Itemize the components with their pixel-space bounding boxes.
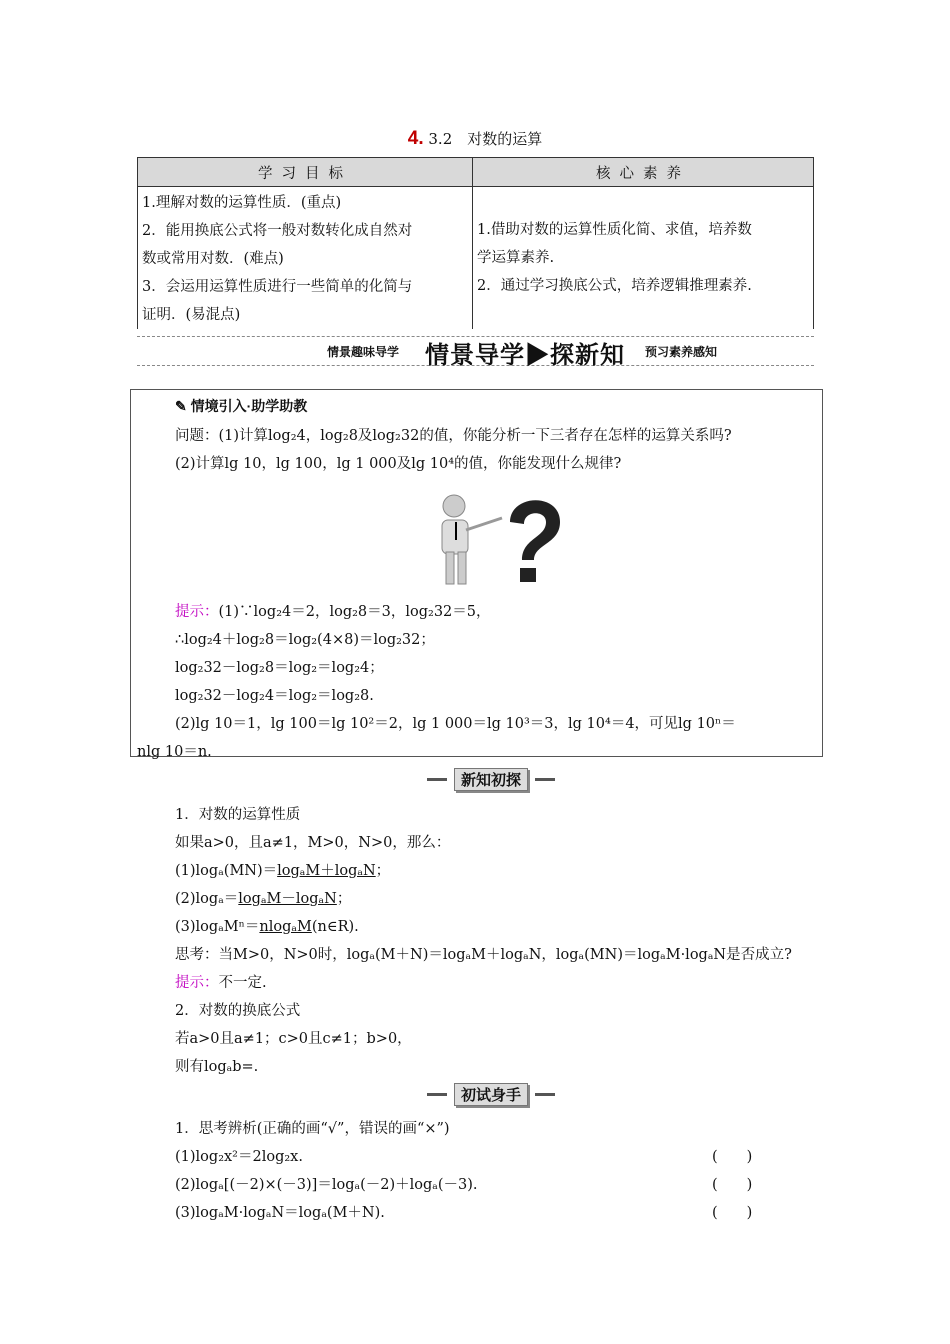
section-banner [137,336,814,369]
banner-right: 预习素养感知 [645,345,718,359]
intro-heading: ✎ 情境引入·助学助教 [175,398,308,414]
think-hint: 提示：不一定. [175,975,267,991]
intro-q1: 问题：(1)计算log₂4，log₂8及log₂32的值，你能分析一下三者存在怎样的运算关系吗? [175,428,732,444]
answer-paren: ( ) [712,1149,753,1165]
goals-table [137,157,814,329]
answer-paren: ( ) [712,1177,753,1193]
exercise-item: (1)log₂x²＝2log₂x. [175,1149,303,1165]
exercise-item: (2)logₐ[(－2)×(－3)]＝logₐ(－2)＋logₐ(－3). [175,1177,478,1193]
para: 则有logₐb=. [175,1059,259,1075]
goal-line: 2．能用换底公式将一般对数转化成自然对 [142,223,413,239]
para: 2．对数的换底公式 [175,1003,301,1019]
literacy-line: 1.借助对数的运算性质化简、求值，培养数 [477,222,752,238]
answer-paren: ( ) [712,1205,753,1221]
goals-header: 学习目标 [138,158,473,187]
literacy-line: 学运算素养. [477,250,555,266]
think-question: 思考：当M>0，N>0时，logₐ(M＋N)＝logₐM＋logₐN，logₐ(MN)＝logₐM·logₐN是否成立? [175,947,792,963]
goal-line: 证明．(易混点) [142,307,241,323]
goal-line: 数或常用对数．(难点) [142,251,284,267]
banner-left: 情景趣味导学 [327,345,400,359]
para: 1．对数的运算性质 [175,807,301,823]
para: 若a>0且a≠1；c>0且c≠1；b>0， [175,1031,412,1047]
hint-line-4: log₂32－log₂4＝log₂＝log₂8. [175,688,374,704]
goal-line: 3．会运用运算性质进行一些简单的化简与 [142,279,413,295]
bird-icon: ✎ [175,398,187,414]
section-tag-new-knowledge: 新知初探 [427,768,555,790]
banner-center: 情景导学▶探新知 [425,342,625,369]
hint-line-1: 提示：(1)∵log₂4＝2，log₂8＝3，log₂32＝5， [175,604,491,620]
exercise-item: (3)logₐM·logₐN＝logₐ(M＋N). [175,1205,385,1221]
rule-1: (1)logₐ(MN)＝logₐM＋logₐN； [175,863,391,879]
section-tag-first-try: 初试身手 [427,1083,555,1105]
para: 1．思考辨析(正确的画“√”，错误的画“×”) [175,1121,450,1137]
rule-2: (2)logₐ＝logₐM－logₐN； [175,891,352,907]
hint-line-5: (2)lg 10＝1，lg 100＝lg 10²＝2，lg 1 000＝lg 10³＝3，lg 10⁴＝4，可见lg 10ⁿ＝ [175,716,736,732]
hint-line-6: nlg 10＝n. [137,744,212,760]
page-title: 4. 3.2 对数的运算 [407,128,543,149]
hint-line-2: ∴log₂4＋log₂8＝log₂(4×8)＝log₂32； [175,632,435,648]
question-figure-illustration [432,492,572,592]
literacy-header: 核心素养 [473,158,814,187]
intro-q2: (2)计算lg 10，lg 100，lg 1 000及lg 10⁴的值，你能发现什么规律? [175,456,622,472]
literacy-line: 2．通过学习换底公式，培养逻辑推理素养. [477,278,752,294]
hint-line-3: log₂32－log₂8＝log₂＝log₂4； [175,660,384,676]
goal-line: 1.理解对数的运算性质．(重点) [142,195,342,211]
para: 如果a>0，且a≠1，M>0，N>0，那么： [175,835,451,851]
rule-3: (3)logₐMⁿ＝nlogₐM(n∈R). [175,919,359,935]
